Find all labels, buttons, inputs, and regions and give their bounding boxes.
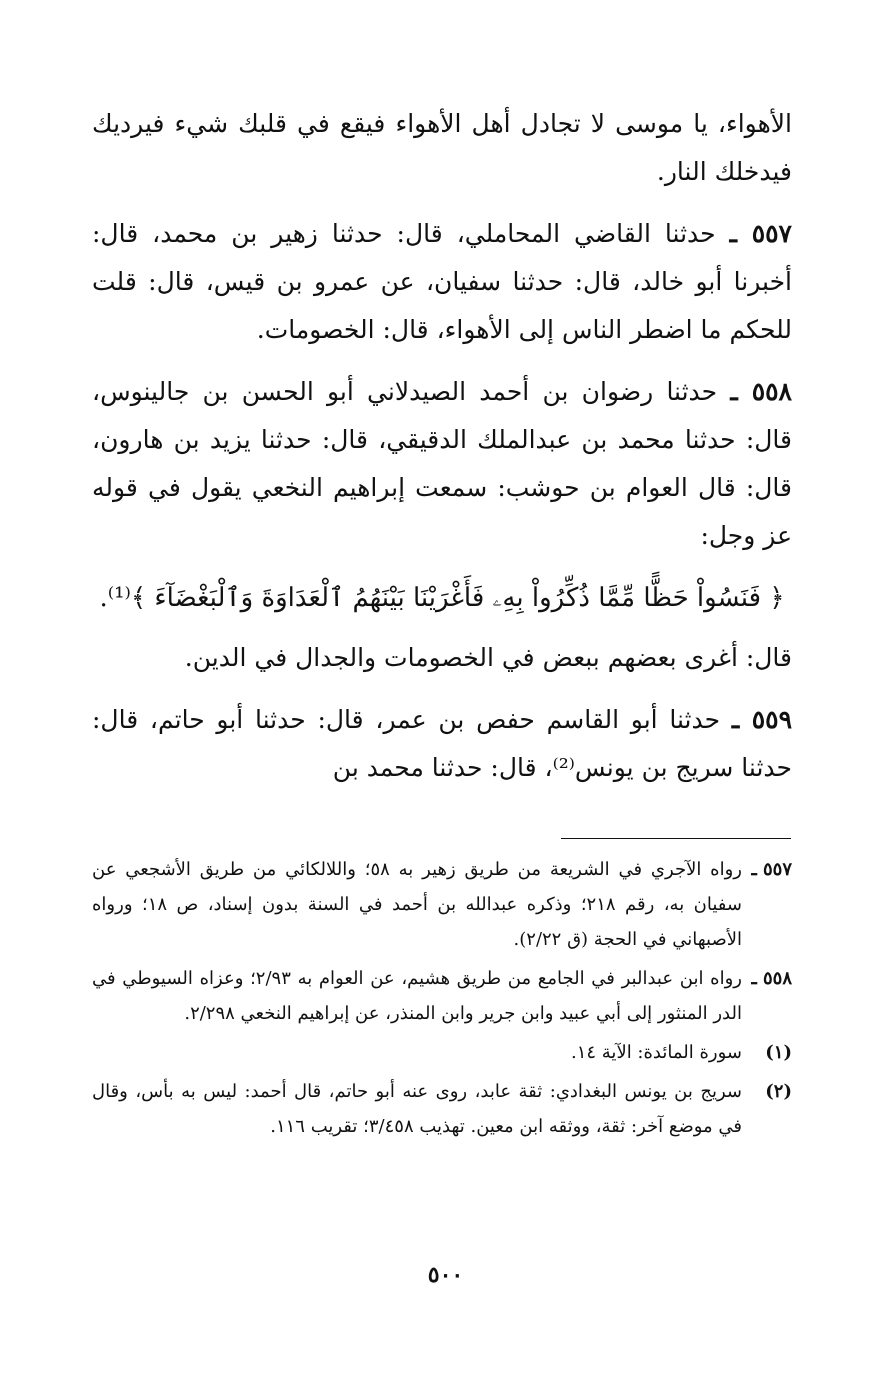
footnote-1 bbox=[92, 1035, 792, 1070]
main-text bbox=[92, 100, 792, 806]
footnote-557 bbox=[92, 852, 792, 957]
footnote-label: (١) bbox=[765, 1042, 792, 1063]
paragraph-558 bbox=[92, 368, 792, 560]
footnote-text: رواه ابن عبدالبر في الجامع من طريق هشيم، عن العوام به ٢/٩٣؛ وعزاه السيوطي في الدر المنثور إلى أبي عبيد وابن جرير وابن المنذر، عن إبراهيم النخعي ٢/٢٩٨. bbox=[92, 968, 742, 1024]
footnote-558 bbox=[92, 961, 792, 1031]
paragraph-text: حدثنا أبو القاسم حفص بن عمر، قال: حدثنا أبو حاتم، قال: حدثنا سريج بن يونس⁽²⁾، قال: حدثنا محمد بن bbox=[92, 705, 792, 782]
footnote-text: سريج بن يونس البغدادي: ثقة عابد، روى عنه أبو حاتم، قال أحمد: ليس به بأس، وقال في موضع آخر: ثقة، ووثقه ابن معين. تهذيب ٣/٤٥٨؛ تقريب ١١٦. bbox=[92, 1081, 743, 1137]
paragraph-continuation bbox=[92, 100, 792, 196]
paragraph-text: حدثنا القاضي المحاملي، قال: حدثنا زهير بن محمد، قال: أخبرنا أبو خالد، قال: حدثنا سفيان، عن عمرو بن قيس، قال: قلت للحكم ما اضطر الناس إلى الأهواء، قال: الخصومات. bbox=[92, 219, 792, 344]
footnote-text: سورة المائدة: الآية ١٤. bbox=[570, 1042, 742, 1063]
paragraph-number: ٥٥٧ ـ bbox=[729, 219, 792, 248]
footnote-divider bbox=[561, 838, 791, 839]
paragraph-text: الأهواء، يا موسى لا تجادل أهل الأهواء فيقع في قلبك شيء فيرديك فيدخلك النار. bbox=[92, 109, 792, 186]
paragraph-559 bbox=[92, 696, 792, 792]
footnote-2 bbox=[92, 1074, 792, 1144]
paragraph-557 bbox=[92, 210, 792, 354]
paragraph-number: ٥٥٨ ـ bbox=[730, 377, 792, 406]
footnote-text: رواه الآجري في الشريعة من طريق زهير به ٥٨؛ واللالكائي من طريق الأشجعي عن سفيان به، رقم ٢١٨؛ وذكره عبدالله بن أحمد في السنة بدون إسناد، ص ١٨؛ ورواه الأصبهاني في الحجة (ق ٢/٢٢). bbox=[92, 859, 742, 950]
paragraph-number: ٥٥٩ ـ bbox=[731, 705, 793, 734]
footnote-label: ٥٥٨ ـ bbox=[751, 968, 792, 989]
paragraph-after-verse: قال: أغرى بعضهم ببعض في الخصومات والجدال في الدين. bbox=[184, 643, 792, 672]
footnote-label: ٥٥٧ ـ bbox=[751, 859, 792, 880]
footnote-label: (٢) bbox=[765, 1081, 792, 1102]
footnotes bbox=[92, 852, 792, 1148]
quran-verse: ﴿ فَنَسُواْ حَظًّا مِّمَّا ذُكِّرُواْ بِهِۦ فَأَغْرَيْنَا بَيْنَهُمُ ٱلْعَدَاوَةَ وَٱلْبَغْضَآءَ ﴾⁽¹⁾. bbox=[99, 583, 785, 613]
page-number: ٥٠٠ bbox=[427, 1262, 464, 1288]
paragraph-text: حدثنا رضوان بن أحمد الصيدلاني أبو الحسن بن جالينوس، قال: حدثنا محمد بن عبدالملك الدقيقي، قال: حدثنا يزيد بن هارون، قال: قال العوام بن حوشب: سمعت إبراهيم النخعي يقول في قوله عز وجل: bbox=[92, 377, 792, 550]
